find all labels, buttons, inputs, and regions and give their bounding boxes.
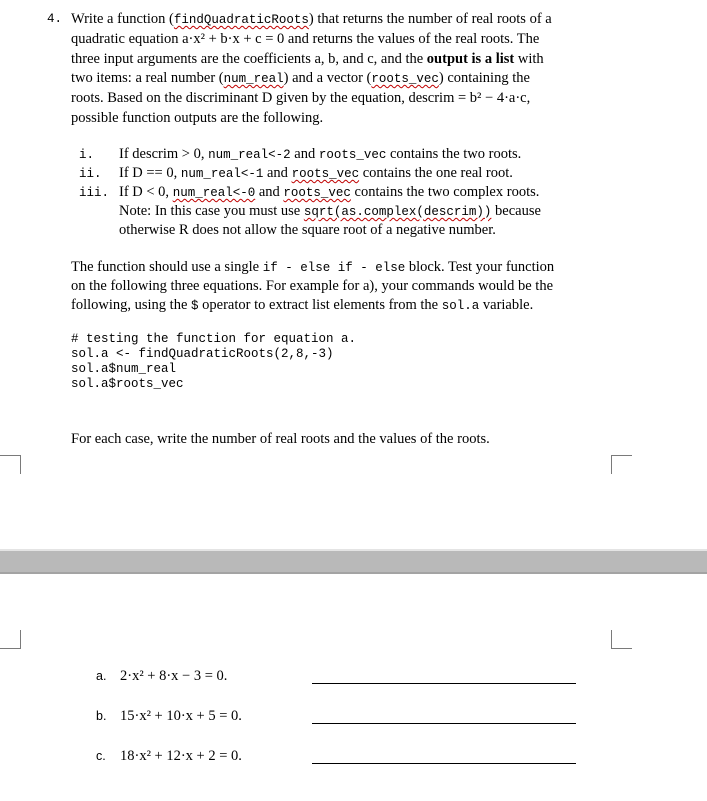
code-line-3: sol.a$num_real [71,362,177,376]
equation-a: 2·x² + 8·x − 3 = 0. [120,668,228,684]
case-i-label: i. [79,148,95,162]
page-corner-mark [0,630,21,649]
case-iii: If D < 0, num_real<-0 and roots_vec contains the two complex roots. [119,184,540,200]
case-ii: If D == 0, num_real<-1 and roots_vec contains the one real root. [119,165,513,181]
para2-line1: The function should use a single if - else if - else block. Test your function [71,259,555,275]
para2-line3: following, using the $ operator to extract list elements from the sol.a variable. [71,297,534,313]
case-iii-label: iii. [79,186,110,200]
page-break-gap [0,549,707,574]
note-line2: otherwise R does not allow the square root of a negative number. [119,222,496,238]
equation-a-label: a. [96,669,107,683]
instruction: For each case, write the number of real roots and the values of the roots. [71,431,490,447]
para1-line2: quadratic equation a·x² + b·x + c = 0 and returns the values of the real roots. The [71,31,540,47]
para1-line3: three input arguments are the coefficients a, b, and c, and the output is a list with [71,51,544,67]
para1-line5: roots. Based on the discriminant D given by the equation, descrim = b² − 4·a·c, [71,90,531,106]
problem-number: 4. [47,12,63,26]
para2-line2: on the following three equations. For example for a), your commands would be the [71,278,554,294]
answer-line-b[interactable] [312,723,576,724]
equation-b: 15·x² + 10·x + 5 = 0. [120,708,242,724]
equation-b-label: b. [96,709,107,723]
para1-line4: two items: a real number (num_real) and a vector (roots_vec) containing the [71,70,530,86]
code-line-4: sol.a$roots_vec [71,377,184,391]
note-line1: Note: In this case you must use sqrt(as.complex(descrim)) because [119,203,541,219]
equation-c: 18·x² + 12·x + 2 = 0. [120,748,242,764]
page-corner-mark [611,630,632,649]
answer-line-a[interactable] [312,683,576,684]
page-corner-mark [0,455,21,474]
para1-line1: Write a function (findQuadraticRoots) that returns the number of real roots of a [71,11,552,27]
answer-line-c[interactable] [312,763,576,764]
code-line-2: sol.a <- findQuadraticRoots(2,8,-3) [71,347,334,361]
para1-line6: possible function outputs are the following. [71,110,324,126]
case-ii-label: ii. [79,167,102,181]
equation-c-label: c. [96,749,106,763]
page-corner-mark [611,455,632,474]
equation-general: a·x² + b·x + c = 0 [182,31,285,47]
code-line-1: # testing the function for equation a. [71,332,357,346]
case-i: If descrim > 0, num_real<-2 and roots_vec contains the two roots. [119,146,522,162]
